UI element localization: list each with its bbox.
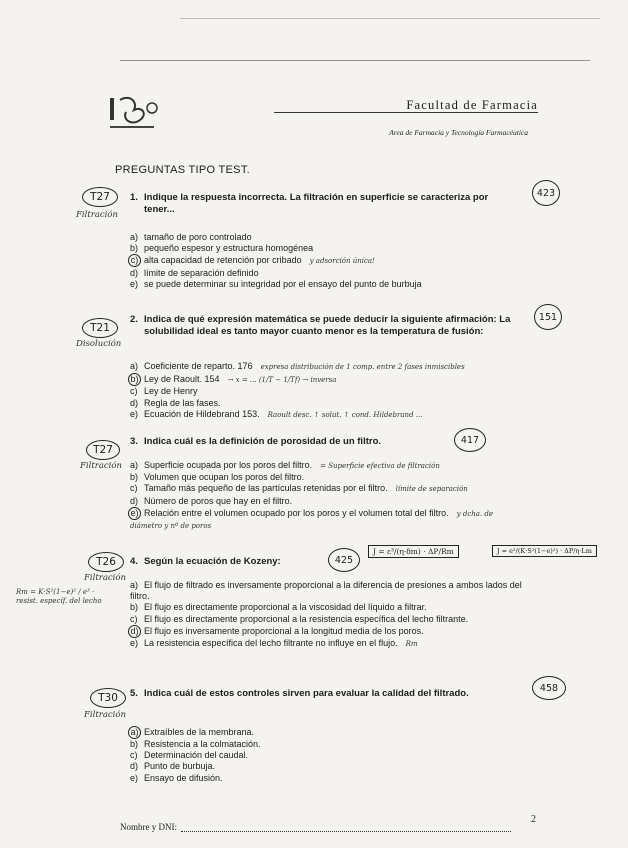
topic-label: Filtración xyxy=(80,461,122,471)
option-text: Ley de Henry xyxy=(144,386,198,397)
option-text: Resistencia a la colmatación. xyxy=(144,739,261,749)
option-text: Relación entre el volumen ocupado por los poros y el volumen total del filtro. xyxy=(144,507,449,518)
option-letter: a) xyxy=(130,580,139,590)
option[interactable] xyxy=(130,361,465,373)
option-letter: a) xyxy=(130,232,139,242)
option[interactable] xyxy=(130,761,261,772)
option-text: se puede determinar su integridad por el ensayo del punto de burbuja xyxy=(144,278,422,289)
option-text: pequeño espesor y estructura homogénea xyxy=(144,243,314,254)
option-text: Ecuación de Hildebrand 153. xyxy=(144,408,260,419)
option[interactable] xyxy=(130,386,465,397)
option[interactable] xyxy=(130,279,422,290)
name-dni-field[interactable] xyxy=(120,822,511,832)
options-list xyxy=(130,232,422,290)
options-list xyxy=(130,460,510,532)
option[interactable] xyxy=(130,483,510,495)
option[interactable] xyxy=(130,472,510,483)
option-letter: b) xyxy=(130,739,139,749)
option-letter: c) xyxy=(130,613,138,624)
option-text: Superficie ocupada por los poros del filtro. xyxy=(144,460,313,470)
option-letter: d) xyxy=(130,267,139,278)
name-dni-line[interactable] xyxy=(181,823,511,832)
topic-badge: T26 xyxy=(88,552,124,572)
option-text: El flujo de filtrado es inversamente proporcional a la diferencia de presiones a ambos lados del filtro. xyxy=(130,580,522,602)
topic-label: Filtración xyxy=(84,710,126,720)
option-letter: e) xyxy=(130,637,139,648)
department-name: Area de Farmacia y Tecnología Farmacéutica xyxy=(389,128,528,137)
name-dni-label: Nombre y DNI: xyxy=(120,822,177,832)
option[interactable] xyxy=(130,580,530,602)
option-letter: e) xyxy=(130,278,139,289)
university-logo xyxy=(108,92,168,134)
option-letter: a) xyxy=(130,361,139,371)
option-letter: e) xyxy=(130,772,139,783)
option-letter: d) xyxy=(128,625,141,638)
option-text: Punto de burbuja. xyxy=(144,761,216,772)
question-text: Indica de qué expresión matemática se puede deducir la siguiente afirmación: La solubilidad ideal es tanto mayor cuanto menor es la temperatura de fusión: xyxy=(144,314,511,337)
handwritten-note: Rm xyxy=(405,639,418,648)
option-letter: c) xyxy=(128,254,141,267)
formula-box: J = ε³/(η·δm) · ΔP/Rm xyxy=(368,545,459,558)
faculty-name: Facultad de Farmacia xyxy=(406,98,538,112)
option-letter: e) xyxy=(130,408,139,419)
topic-badge: T21 xyxy=(82,318,118,338)
question-text: Indica cuál es la definición de porosidad de un filtro. xyxy=(144,436,382,447)
option-text: Extraíbles de la membrana. xyxy=(144,727,255,737)
question-stem xyxy=(130,556,281,568)
handwritten-margin-note: Rm = K·S²(1−e)² / e³ · resist. específ. del lecho xyxy=(16,588,102,605)
option-text: Determinación del caudal. xyxy=(144,750,249,761)
option[interactable] xyxy=(130,243,422,254)
page-title: PREGUNTAS TIPO TEST. xyxy=(115,164,250,176)
option-letter: a) xyxy=(130,460,139,470)
option-letter: c) xyxy=(130,750,138,761)
question-text: Indica cuál de estos controles sirven para evaluar la calidad del filtrado. xyxy=(144,688,469,699)
question-number: 4. xyxy=(130,556,138,567)
option-letter: c) xyxy=(130,386,138,397)
option-selected[interactable] xyxy=(130,726,261,739)
option[interactable] xyxy=(130,739,261,750)
option[interactable] xyxy=(130,602,530,613)
option-text: Número de poros que hay en el filtro. xyxy=(144,495,293,506)
option-letter: e) xyxy=(128,507,141,520)
option[interactable] xyxy=(130,232,422,243)
question-number: 3. xyxy=(130,436,138,447)
handwritten-note: expresa distribución de 1 comp. entre 2 fases inmiscibles xyxy=(260,363,465,371)
option-letter: b) xyxy=(130,602,139,613)
option-text: La resistencia específica del lecho filtrante no influye en el flujo. xyxy=(144,637,398,648)
option[interactable] xyxy=(130,409,465,421)
option[interactable] xyxy=(130,614,530,625)
options-list xyxy=(130,726,261,784)
question-text: Según la ecuación de Kozeny: xyxy=(144,556,281,567)
topic-badge: T27 xyxy=(82,187,118,207)
page-reference: 458 xyxy=(532,676,566,700)
page-reference: 151 xyxy=(534,304,562,330)
option-selected[interactable] xyxy=(130,625,530,638)
page-reference: 425 xyxy=(328,548,360,572)
option-letter: b) xyxy=(128,373,141,386)
question-number: 1. xyxy=(130,192,138,203)
question-stem xyxy=(130,192,514,216)
topic-label: Filtración xyxy=(76,210,118,220)
option-letter: b) xyxy=(130,472,139,483)
option-letter: b) xyxy=(130,243,139,254)
topic-badge: T27 xyxy=(86,440,120,460)
handwritten-note: = Superficie efectiva de filtración xyxy=(320,462,440,470)
options-list xyxy=(130,361,465,421)
option-selected[interactable] xyxy=(130,507,510,532)
document-header xyxy=(108,92,538,142)
formula-box: J = e³/(K·S²(1−e)²) · ΔP/η·Lm xyxy=(492,545,597,557)
option-text: alta capacidad de retención por cribado xyxy=(144,255,302,266)
handwritten-note: y adsorción única! xyxy=(309,257,375,266)
topic-badge: T30 xyxy=(90,688,126,708)
option-text: Regla de las fases. xyxy=(144,397,221,408)
page-reference: 417 xyxy=(454,428,486,452)
option-text: Ensayo de difusión. xyxy=(144,772,223,783)
option-text: El flujo es inversamente proporcional a la longitud media de los poros. xyxy=(144,625,424,636)
option-letter: d) xyxy=(130,495,139,506)
question-number: 2. xyxy=(130,314,138,325)
option-text: Ley de Raoult. 154 xyxy=(144,374,220,385)
scan-artifact xyxy=(180,18,600,19)
topic-label: Disolución xyxy=(76,339,122,349)
option[interactable] xyxy=(130,773,261,784)
handwritten-note: → x = ... (1/T − 1/Tf) → inversa xyxy=(227,376,337,385)
handwritten-note: y dcha. de diámetro y nº de poros xyxy=(130,509,494,531)
options-list xyxy=(130,580,530,650)
option-letter: a) xyxy=(128,726,141,739)
option-text: Tamaño más pequeño de las partículas retenidas por el filtro. xyxy=(144,483,388,494)
question-stem xyxy=(130,314,514,338)
handwritten-note: Raoult desc. ↑ solut. ↑ cond. Hildebrand ... xyxy=(267,410,423,419)
option-letter: d) xyxy=(130,397,139,408)
option-text: Volumen que ocupan los poros del filtro. xyxy=(144,472,305,483)
option-letter: c) xyxy=(130,483,138,494)
option[interactable] xyxy=(130,268,422,279)
page-reference: 423 xyxy=(532,180,560,206)
option[interactable] xyxy=(130,398,465,409)
option-text: El flujo es directamente proporcional a la resistencia específica del lecho filtrante. xyxy=(144,613,469,624)
option[interactable] xyxy=(130,460,510,472)
question-number: 5. xyxy=(130,688,138,699)
handwritten-note: límite de separación xyxy=(395,485,468,494)
option-text: tamaño de poro controlado xyxy=(144,232,252,242)
option-selected[interactable] xyxy=(130,373,465,386)
scan-artifact xyxy=(120,60,590,61)
option[interactable] xyxy=(130,638,530,650)
option-letter: d) xyxy=(130,761,139,772)
question-text: Indique la respuesta incorrecta. La filtración en superficie se caracteriza por tener... xyxy=(144,192,489,215)
option-selected[interactable] xyxy=(130,254,422,267)
option-text: El flujo es directamente proporcional a la viscosidad del líquido a filtrar. xyxy=(144,602,427,613)
page-number: 2 xyxy=(531,814,536,825)
topic-label: Filtración xyxy=(84,573,126,583)
option[interactable] xyxy=(130,496,510,507)
option-text: Coeficiente de reparto. 176 xyxy=(144,361,253,371)
option-text: límite de separación definido xyxy=(144,267,259,278)
option[interactable] xyxy=(130,750,261,761)
question-stem xyxy=(130,688,514,700)
